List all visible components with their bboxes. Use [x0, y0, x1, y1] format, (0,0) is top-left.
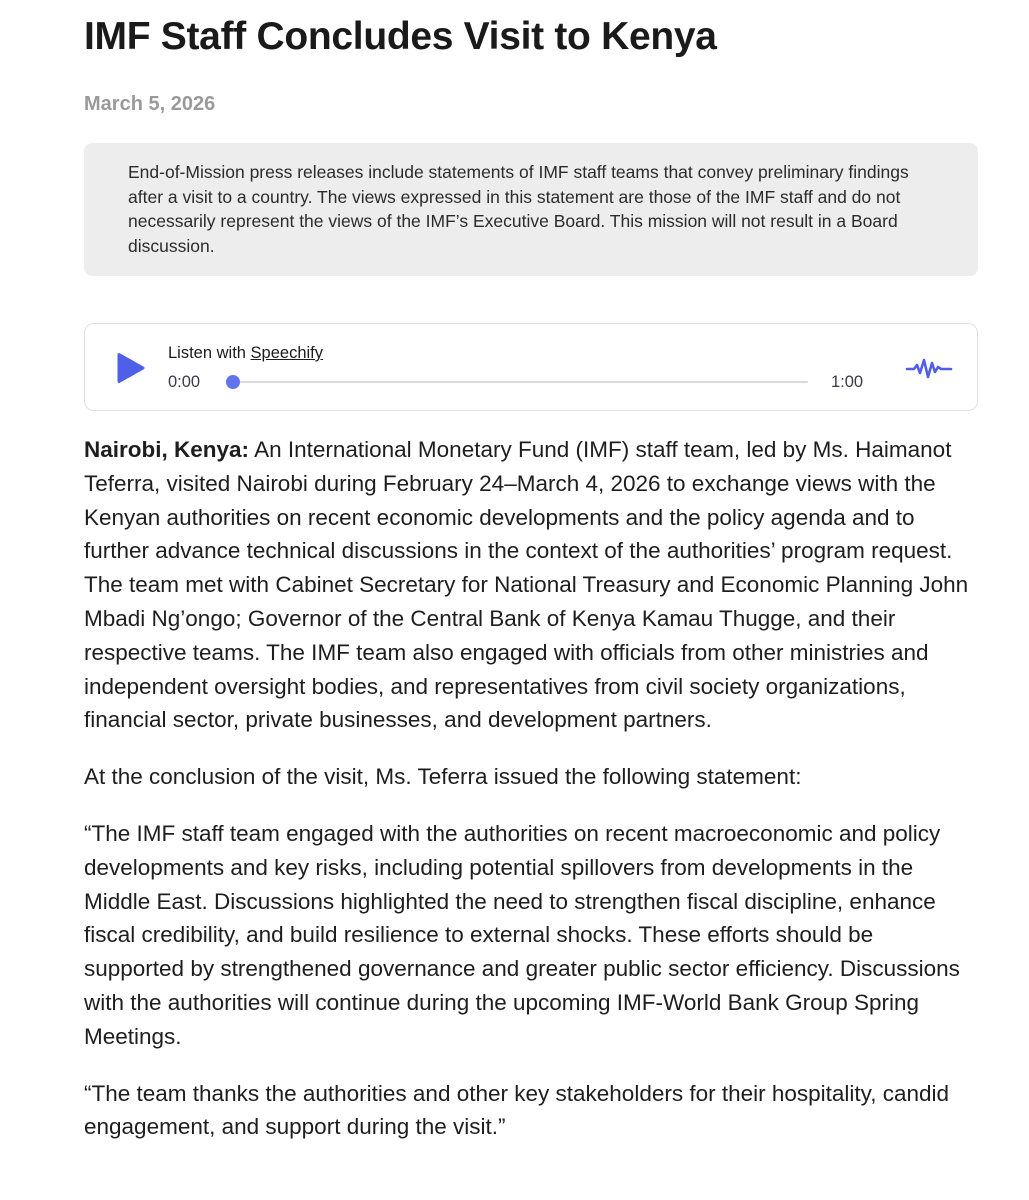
paragraph-statement: “The IMF staff team engaged with the authorities on recent macroeconomic and policy developments and key risks, including potential spillovers from developments in the Middle East. Discussions highlighted the need to strengthen fiscal discipline, enhance fiscal credibility, and build resilience to external shocks. These efforts should be supported by strengthened governance and greater public sector efficiency. Discussions with the authorities will continue during the upcoming IMF-World Bank Group Spring Meetings.: [84, 820, 960, 1049]
paragraph-conclusion: At the conclusion of the visit, Ms. Teferra issued the following statement:: [84, 764, 802, 790]
paragraph-intro: [84, 433, 978, 737]
dateline: Nairobi, Kenya:: [84, 437, 250, 462]
progress-knob[interactable]: [226, 375, 240, 389]
paragraph-intro-text: An International Monetary Fund (IMF) staff team, led by Ms. Haimanot Teferra, visited Nairobi during February 24–March 4, 2026 to exchange views with the Kenyan authorities on recent economic developments and the policy agenda and to further advance technical discussions in the context of the authorities’ program request. The team met with Cabinet Secretary for National Treasury and Economic Planning John Mbadi Ng’ongo; Governor of the Central Bank of Kenya Kamau Thugge, and their respective teams. The IMF team also engaged with officials from other ministries and independent oversight bodies, and representatives from civil society organizations, financial sector, private businesses, and development partners.: [84, 437, 969, 733]
listen-with-label: [168, 342, 323, 364]
paragraph-thanks: “The team thanks the authorities and other key stakeholders for their hospitality, candid engagement, and support during the visit.”: [84, 1080, 950, 1140]
total-time: 1:00: [831, 373, 864, 391]
article-body: [84, 433, 978, 1167]
publish-date: March 5, 2026: [84, 93, 216, 115]
speechify-link[interactable]: Speechify: [250, 344, 324, 362]
play-icon[interactable]: [113, 351, 147, 385]
listen-prefix: Listen with: [168, 344, 251, 362]
current-time: 0:00: [168, 373, 201, 391]
disclaimer-text: End-of-Mission press releases include statements of IMF staff teams that convey preliminary findings after a visit to a country. The views expressed in this statement are those of the IMF staff and do not necessarily represent the views of the IMF’s Executive Board. This mission will not result in a Board discussion.: [128, 162, 909, 256]
speechify-logo-icon[interactable]: [905, 354, 953, 382]
disclaimer-box: [84, 143, 978, 276]
page-title: IMF Staff Concludes Visit to Kenya: [84, 15, 717, 58]
progress-track[interactable]: [233, 381, 808, 383]
audio-player: [84, 323, 978, 411]
